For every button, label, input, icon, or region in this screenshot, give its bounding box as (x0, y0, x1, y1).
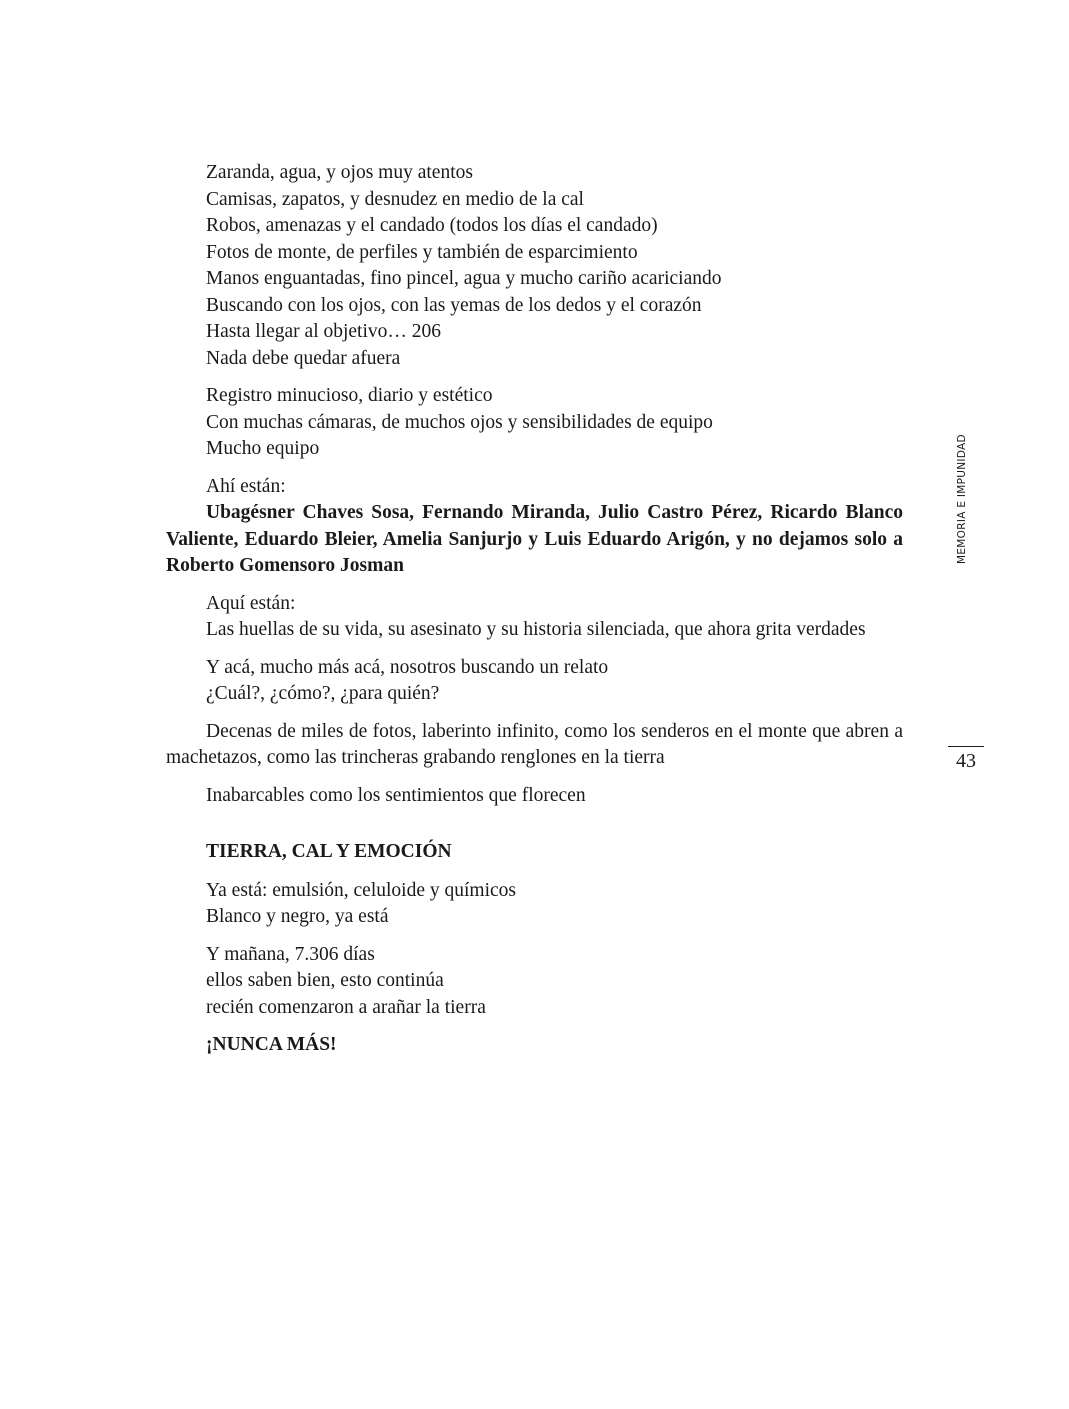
page-number-rule (948, 746, 984, 747)
running-section-label: MEMORIA E IMPUNIDAD (956, 434, 968, 564)
poem-line: Con muchas cámaras, de muchos ojos y sensibilidades de equipo (206, 411, 713, 433)
poem-line: Aquí están: (206, 592, 296, 614)
poem-line: Mucho equipo (206, 438, 320, 459)
stanza-7 (166, 783, 903, 810)
poem-line: ellos saben bien, esto continúa (206, 970, 444, 991)
poem-line: recién comenzaron a arañar la tierra (206, 996, 486, 1018)
poem-line: Ahí están: (206, 475, 286, 497)
stanza-3 (166, 474, 903, 580)
poem-line: Registro minucioso, diario y estético (206, 385, 493, 406)
closing-stanza (166, 1032, 903, 1059)
poem-line: Nada debe quedar afuera (206, 347, 401, 369)
stanza-8 (166, 878, 903, 931)
stanza-6 (166, 719, 903, 772)
page-body (166, 160, 903, 1070)
poem-line: Y acá, mucho más acá, nosotros buscando un relato (206, 656, 609, 678)
poem-line: Robos, amenazas y el candado (todos los días el candado) (206, 215, 658, 236)
poem-line: Fotos de monte, de perfiles y también de esparcimiento (206, 241, 638, 263)
poem-line: Zaranda, agua, y ojos muy atentos (206, 162, 473, 183)
poem-line: Ya está: emulsión, celuloide y químicos (206, 879, 516, 901)
poem-paragraph: Decenas de miles de fotos, laberinto infinito, como los senderos en el monte que abren a machetazos, como las trincheras grabando renglones en la tierra (166, 720, 903, 768)
section-heading (166, 839, 903, 866)
poem-line: Inabarcables como los sentimientos que florecen (206, 784, 586, 806)
poem-line: Las huellas de su vida, su asesinato y su historia silenciada, que ahora grita verdades (206, 619, 866, 640)
closing-line: ¡NUNCA MÁS! (206, 1034, 337, 1055)
stanza-2 (166, 383, 903, 463)
poem-line: Hasta llegar al objetivo… 206 (206, 321, 442, 342)
poem-line: Y mañana, 7.306 días (206, 943, 375, 965)
stanza-4 (166, 591, 903, 644)
poem-line: Manos enguantadas, fino pincel, agua y mucho cariño acariciando (206, 268, 722, 289)
stanza-5 (166, 655, 903, 708)
stanza-1 (166, 160, 903, 372)
stanza-9 (166, 942, 903, 1022)
poem-line: Camisas, zapatos, y desnudez en medio de la cal (206, 188, 584, 210)
page-number: 43 (956, 750, 976, 772)
poem-line: Blanco y negro, ya está (206, 906, 389, 927)
poem-line: Buscando con los ojos, con las yemas de los dedos y el corazón (206, 294, 702, 316)
section-heading-text: TIERRA, CAL Y EMOCIÓN (206, 841, 452, 862)
poem-line: ¿Cuál?, ¿cómo?, ¿para quién? (206, 683, 440, 704)
victims-names: Ubagésner Chaves Sosa, Fernando Miranda, Julio Castro Pérez, Ricardo Blanco Valiente, Eduardo Bleier, Amelia Sanjurjo y Luis Eduardo Arigón, y no dejamos solo a Roberto Gomensoro Josman (166, 502, 903, 576)
